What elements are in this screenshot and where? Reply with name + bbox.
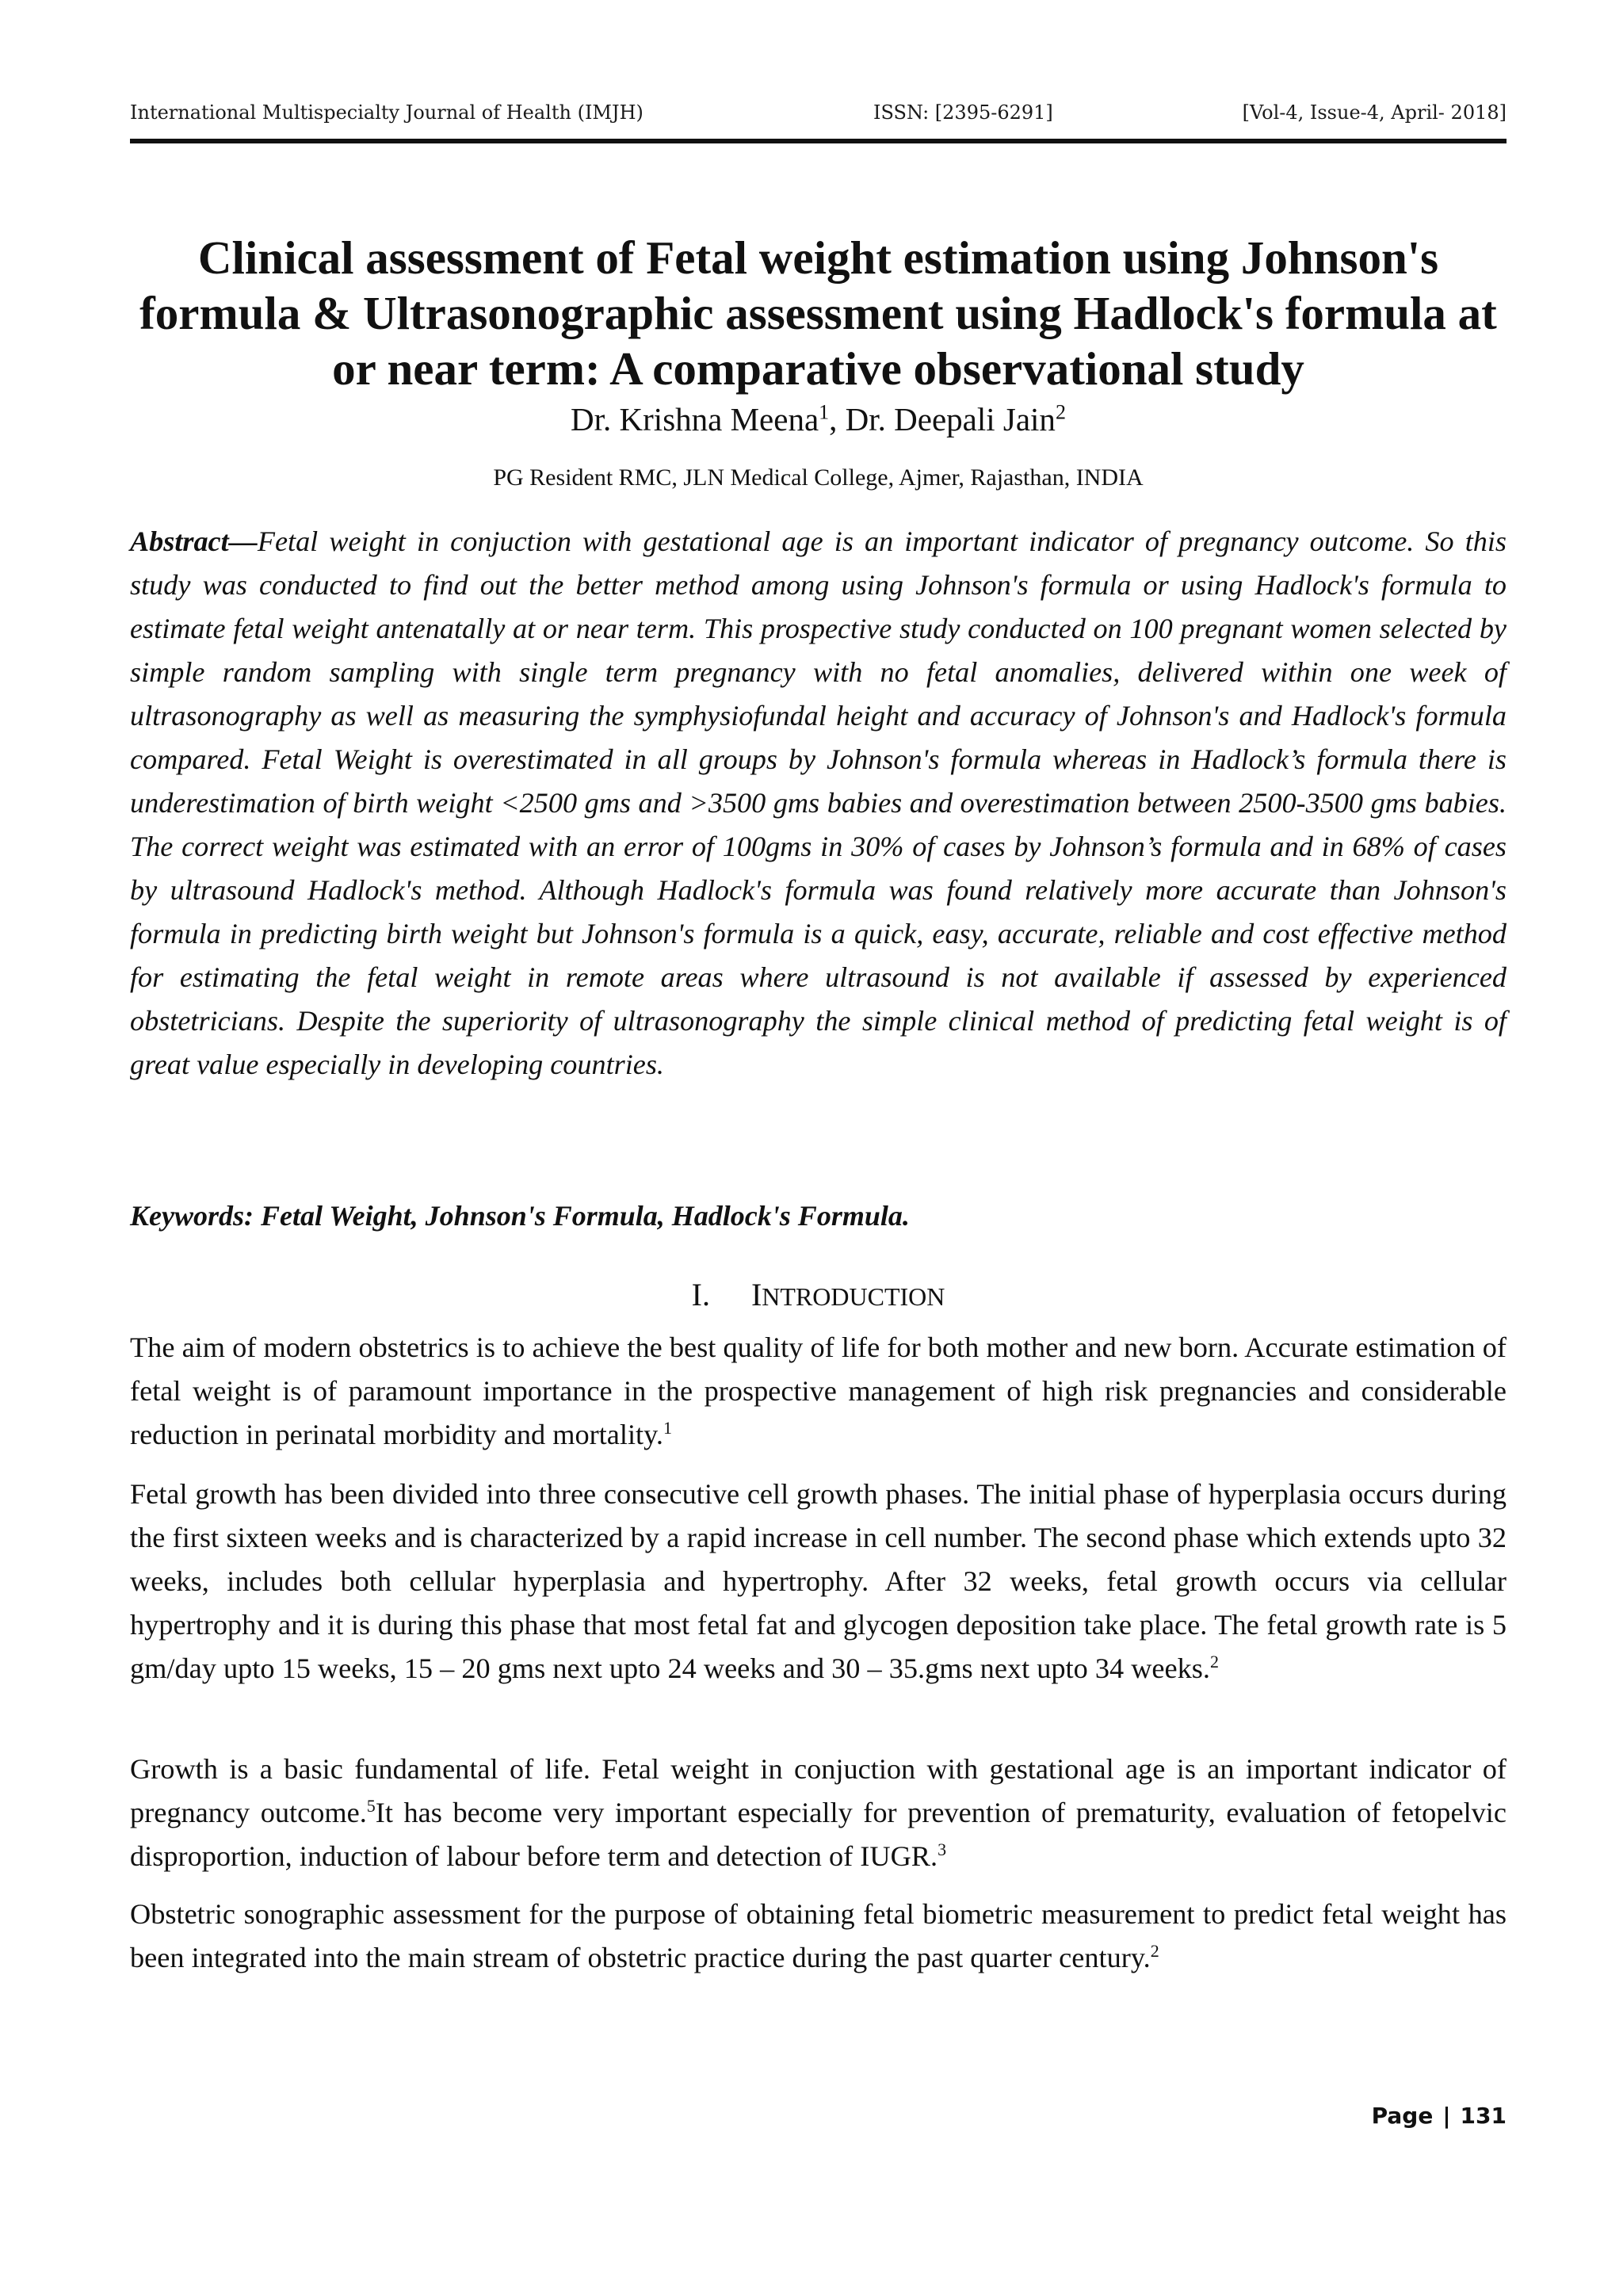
body-paragraph [130,1748,1507,1878]
journal-volume: [Vol-4, Issue-4, April- 2018] [1242,101,1507,124]
journal-name: International Multispecialty Journal of Health (IMJH) [130,101,643,124]
paragraph-text: Fetal growth has been divided into three consecutive cell growth phases. The initial phase of hyperplasia occurs during the first sixteen weeks and is characterized by a rapid increase in cell number. The second phase which extends upto 32 weeks, includes both cellular hyperplasia and hypertrophy. After 32 weeks, fetal growth occurs via cellular hypertrophy and it is during this phase that most fetal fat and glycogen deposition take place. The fetal growth rate is 5 gm/day upto 15 weeks, 15 – 20 gms next upto 24 weeks and 30 – 35.gms next upto 34 weeks. [130,1478,1507,1684]
affiliation: PG Resident RMC, JLN Medical College, Ajmer, Rajasthan, INDIA [493,464,1144,491]
page-label: Page [1371,2103,1434,2129]
section-heading [130,1275,1507,1316]
page-separator: | [1442,2103,1451,2129]
abstract-text: Fetal weight in conjuction with gestational age is an important indicator of pregnancy outcome. So this study was conducted to find out the better method among using Johnson's formula or using Hadlock's formula to estimate fetal weight antenatally at or near term. This prospective study conducted on 100 pregnant women selected by simple random sampling with single term pregnancy with no fetal anomalies, delivered within one week of ultrasonography as well as measuring the symphysiofundal height and accuracy of Johnson's and Hadlock's formula compared. Fetal Weight is overestimated in all groups by Johnson's formula whereas in Hadlock’s formula there is underestimation of birth weight <2500 gms and >3500 gms babies and overestimation between 2500-3500 gms babies. The correct weight was estimated with an error of 100gms in 30% of cases by Johnson’s formula and in 68% of cases by ultrasound Hadlock's method. Although Hadlock's formula was found relatively more accurate than Johnson's formula in predicting birth weight but Johnson's formula is a quick, easy, accurate, reliable and cost effective method for estimating the fetal weight in remote areas where ultrasound is not available if assessed by experienced obstetricians. Despite the superiority of ultrasonography the simple clinical method of predicting fetal weight is of great value especially in developing countries. [130,525,1507,1080]
body-paragraph [130,1326,1507,1457]
page-number-value: 131 [1460,2103,1507,2129]
header-rule [130,139,1507,143]
author-list [130,399,1507,440]
section-title-rest: NTRODUCTION [762,1282,945,1311]
running-header [130,98,1507,127]
author-name: Dr. Krishna Meena [571,401,819,437]
citation-ref: 2 [1150,1940,1159,1961]
citation-ref: 2 [1210,1651,1219,1671]
author-separator: , [829,401,846,437]
paragraph-text: It has become very important especially for prevention of prematurity, evaluation of fetopelvic disproportion, induction of labour before term and detection of IUGR. [130,1797,1507,1872]
paragraph-text: Obstetric sonographic assessment for the purpose of obtaining fetal biometric measurement to predict fetal weight has been integrated into the main stream of obstetric practice during the past quarter century. [130,1898,1507,1973]
abstract [130,520,1507,1087]
journal-issn: ISSN: [2395-6291] [873,101,1053,124]
section-number: I. [691,1277,710,1312]
section-title-initial: I [750,1277,762,1312]
author-name: Dr. Deepali Jain [845,401,1056,437]
paragraph-text: The aim of modern obstetrics is to achieve the best quality of life for both mother and new born. Accurate estimation of fetal weight is of paramount importance in the prospective management of high risk pregnancies and considerable reduction in perinatal morbidity and mortality. [130,1331,1507,1450]
keywords: Keywords: Fetal Weight, Johnson's Formula, Hadlock's Formula. [130,1200,910,1232]
paragraph-text: Growth is a basic fundamental of life. Fetal weight in conjuction with gestational age is an important indicator of pregnancy outcome. [130,1753,1507,1828]
abstract-label: Abstract— [130,525,258,557]
paper-title: Clinical assessment of Fetal weight estimation using Johnson's formula & Ultrasonographic assessment using Hadlock's formula at or near term: A comparative observational study [139,231,1497,395]
citation-ref: 5 [366,1795,376,1816]
page-number [1372,2100,1507,2132]
citation-ref: 1 [663,1417,672,1438]
body-paragraph [130,1473,1507,1690]
author-affiliation-mark: 2 [1055,400,1066,424]
author-affiliation-mark: 1 [819,400,830,424]
citation-ref: 3 [938,1839,947,1859]
body-paragraph [130,1893,1507,1980]
